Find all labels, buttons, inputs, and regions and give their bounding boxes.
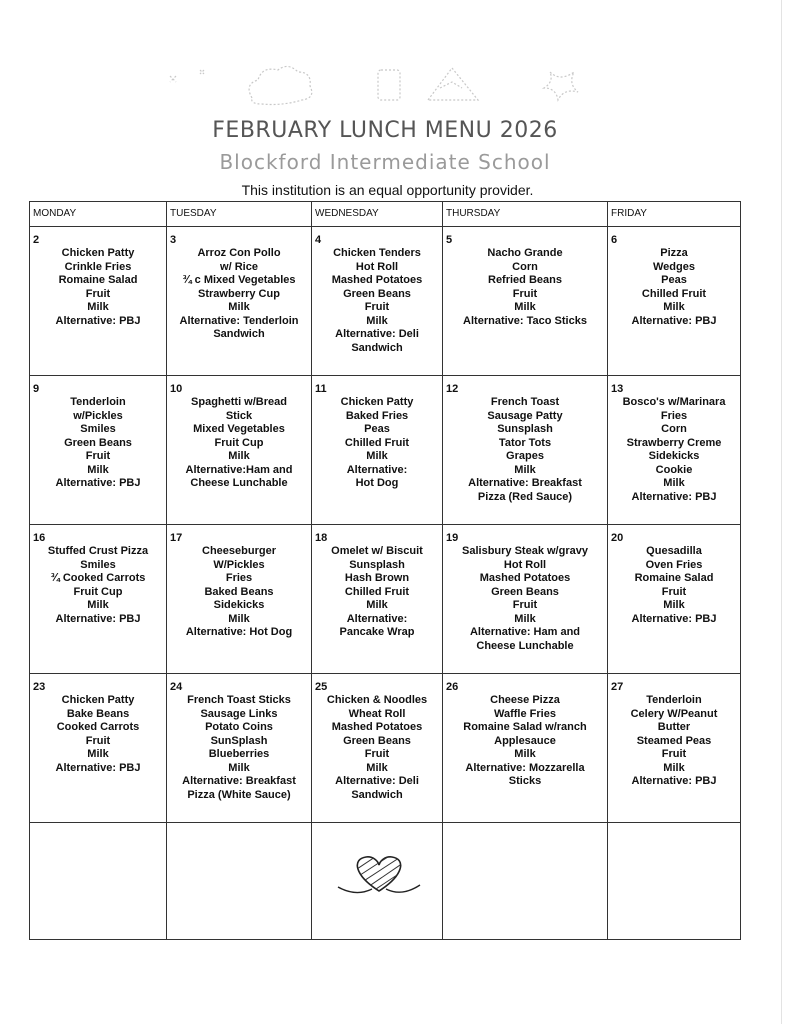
empty-cell <box>30 823 167 940</box>
day-number: 20 <box>611 532 624 544</box>
menu-item: Milk <box>663 761 685 774</box>
menu-item: Alternative: PBJ <box>631 612 717 625</box>
day-cell <box>312 525 443 674</box>
menu-item: ¾ c Mixed Vegetables <box>182 274 296 286</box>
menu-item: W/Pickles <box>213 558 265 571</box>
menu-item: Alternative: Mozzarella <box>465 761 585 774</box>
menu-item: Butter <box>657 721 691 733</box>
menu-item: Pancake Wrap <box>339 626 415 638</box>
menu-item: Alternative: PBJ <box>55 761 141 774</box>
menu-items <box>611 694 737 789</box>
menu-item: Alternative: PBJ <box>55 314 141 327</box>
menu-item: Alternative: <box>346 463 408 476</box>
menu-item: Tator Tots <box>498 436 552 449</box>
day-number: 23 <box>33 681 46 693</box>
menu-item: SunSplash <box>210 734 268 747</box>
menu-item: Steamed Peas <box>636 734 712 747</box>
menu-items <box>170 545 308 640</box>
day-number: 25 <box>315 681 328 693</box>
menu-items <box>611 247 737 328</box>
menu-items <box>170 247 308 342</box>
day-cell <box>443 376 608 525</box>
menu-item: Fries <box>660 409 688 422</box>
menu-item: Fruit <box>512 287 538 300</box>
menu-item: Grapes <box>506 450 544 462</box>
menu-item: Milk <box>87 301 109 313</box>
menu-item: Romaine Salad w/ranch <box>463 721 587 733</box>
menu-item: Pizza (White Sauce) <box>187 788 291 801</box>
day-cell <box>443 227 608 376</box>
menu-item: Romaine Salad <box>634 572 714 584</box>
menu-item: Fruit Cup <box>214 436 264 449</box>
menu-item: Milk <box>366 761 388 774</box>
menu-body <box>30 227 741 940</box>
menu-item: Alternative: PBJ <box>631 775 717 787</box>
menu-item: Waffle Fries <box>494 707 556 720</box>
menu-item: Sidekicks <box>213 599 265 611</box>
equal-opportunity-statement: This institution is an equal opportunity provider. <box>241 182 534 198</box>
menu-item: Chicken Patty <box>61 694 135 706</box>
menu-item: Fruit <box>364 301 390 313</box>
day-cell <box>608 376 741 525</box>
day-cell <box>30 376 167 525</box>
day-cell <box>167 674 312 823</box>
menu-item: Bake Beans <box>66 707 130 720</box>
menu-items <box>611 545 737 626</box>
menu-item: Cookie <box>655 463 693 476</box>
menu-item: Mashed Potatoes <box>479 572 571 584</box>
menu-items <box>33 247 163 328</box>
day-number: 13 <box>611 383 624 395</box>
menu-items <box>446 396 604 504</box>
menu-item: Milk <box>366 450 388 462</box>
weekday-header: WEDNESDAY <box>312 202 443 227</box>
menu-item: Peas <box>661 274 687 286</box>
day-cell <box>167 227 312 376</box>
menu-item: Tenderloin <box>646 694 702 706</box>
empty-cell <box>167 823 312 940</box>
menu-item: Strawberry Cup <box>198 287 280 300</box>
day-number: 17 <box>170 532 183 544</box>
menu-item: Alternative: PBJ <box>631 490 717 503</box>
menu-header <box>0 0 790 200</box>
menu-items <box>33 396 163 491</box>
menu-item: Alternative: PBJ <box>55 612 141 625</box>
menu-items <box>446 694 604 789</box>
menu-item: Alternative: Taco Sticks <box>463 314 587 327</box>
day-number: 6 <box>611 234 618 246</box>
weekday-header: FRIDAY <box>608 202 741 227</box>
weekday-header: MONDAY <box>30 202 167 227</box>
menu-item: French Toast Sticks <box>187 694 291 706</box>
menu-item: Sunsplash <box>497 423 553 435</box>
day-cell <box>443 674 608 823</box>
week-row <box>30 227 741 376</box>
week-row <box>30 525 741 674</box>
menu-item: Chicken & Noodles <box>326 694 428 706</box>
menu-item: Hash Brown <box>344 572 410 584</box>
menu-item: Milk <box>228 450 250 462</box>
menu-item: Chicken Patty <box>340 396 414 408</box>
menu-item: Peas <box>364 423 390 435</box>
menu-item: Milk <box>87 463 109 476</box>
menu-item: Wedges <box>653 260 695 273</box>
menu-item: Corn <box>661 423 687 435</box>
menu-item: Fruit <box>661 748 687 760</box>
day-cell <box>608 227 741 376</box>
menu-item: Mashed Potatoes <box>331 274 423 286</box>
menu-item: Chilled Fruit <box>344 436 410 449</box>
day-number: 10 <box>170 383 183 395</box>
day-number: 12 <box>446 383 459 395</box>
menu-item: w/ Rice <box>220 260 258 273</box>
lunch-menu-table <box>29 201 741 940</box>
menu-item: Strawberry Creme <box>626 436 722 449</box>
menu-item: Milk <box>228 301 250 313</box>
menu-item: Fruit <box>364 748 390 760</box>
menu-item: Potato Coins <box>205 721 273 733</box>
menu-item: Quesadilla <box>646 545 702 557</box>
menu-item: Smiles <box>80 558 116 571</box>
day-cell <box>167 376 312 525</box>
menu-item: Milk <box>366 599 388 611</box>
menu-item: Hot Dog <box>355 477 399 489</box>
menu-item: Sandwich <box>351 341 403 354</box>
menu-item: Baked Beans <box>204 585 274 598</box>
day-number: 3 <box>170 234 177 246</box>
menu-item: Hot Roll <box>355 260 399 273</box>
day-number: 16 <box>33 532 46 544</box>
menu-items <box>33 545 163 626</box>
day-number: 11 <box>315 383 327 395</box>
menu-item: Mashed Potatoes <box>331 721 423 733</box>
menu-item: Wheat Roll <box>348 707 406 720</box>
menu-item: French Toast <box>490 396 560 408</box>
menu-item: Refried Beans <box>488 274 562 286</box>
menu-item: Sidekicks <box>648 450 700 462</box>
day-cell <box>312 674 443 823</box>
weekday-header-row <box>30 202 741 227</box>
menu-item: Green Beans <box>343 734 411 747</box>
menu-item: Green Beans <box>343 287 411 300</box>
day-cell <box>30 227 167 376</box>
menu-item: Sausage Links <box>200 707 278 720</box>
menu-item: Stick <box>225 409 253 422</box>
menu-item: Fruit <box>661 585 687 598</box>
school-name: Blockford Intermediate School <box>219 150 551 174</box>
menu-item: Tenderloin <box>70 396 126 408</box>
menu-item: Green Beans <box>64 436 132 449</box>
menu-item: Cheeseburger <box>202 545 276 557</box>
menu-item: Milk <box>663 301 685 313</box>
menu-item: Chicken Patty <box>61 247 135 259</box>
menu-items <box>611 396 737 504</box>
menu-item: Milk <box>87 599 109 611</box>
menu-item: Chilled Fruit <box>641 287 707 300</box>
menu-item: Milk <box>514 612 536 625</box>
menu-item: Milk <box>514 463 536 476</box>
day-number: 24 <box>170 681 183 693</box>
menu-item: Omelet w/ Biscuit <box>331 545 423 557</box>
menu-item: Spaghetti w/Bread <box>191 396 287 408</box>
menu-item: Fruit <box>85 734 111 747</box>
menu-item: Alternative: Deli <box>335 328 419 340</box>
menu-items <box>315 694 439 802</box>
menu-item: Milk <box>514 748 536 760</box>
menu-item: Alternative: PBJ <box>631 314 717 327</box>
week-row <box>30 674 741 823</box>
menu-item: Alternative: PBJ <box>55 477 141 489</box>
menu-item: Romaine Salad <box>58 274 138 286</box>
day-number: 5 <box>446 234 453 246</box>
menu-item: Milk <box>663 477 685 489</box>
menu-items <box>446 545 604 653</box>
menu-item: Alternative: Breakfast <box>182 775 296 787</box>
menu-item: Fruit <box>512 599 538 611</box>
menu-item: Fruit <box>85 450 111 462</box>
menu-item: Chicken Tenders <box>333 247 421 259</box>
menu-item: w/Pickles <box>73 409 123 422</box>
menu-item: Cheese Lunchable <box>476 639 574 652</box>
day-number: 18 <box>315 532 328 544</box>
menu-items <box>315 247 439 355</box>
menu-items <box>446 247 604 328</box>
day-cell <box>443 525 608 674</box>
menu-items <box>170 694 308 802</box>
empty-cell <box>312 823 443 940</box>
menu-item: Smiles <box>80 423 116 435</box>
menu-item: ¾ Cooked Carrots <box>50 572 146 584</box>
menu-item: Alternative: Ham and <box>469 626 581 638</box>
menu-item: Alternative: Tenderloin <box>179 314 299 327</box>
day-cell <box>30 674 167 823</box>
menu-title: FEBRUARY LUNCH MENU 2026 <box>212 118 558 143</box>
menu-item: Bosco's w/Marinara <box>622 396 726 408</box>
empty-cell <box>608 823 741 940</box>
day-number: 4 <box>315 234 322 246</box>
menu-item: Alternative: <box>346 612 408 625</box>
day-number: 19 <box>446 532 459 544</box>
heart-icon <box>334 851 424 899</box>
menu-item: Fries <box>225 572 253 584</box>
menu-item: Celery W/Peanut <box>630 707 718 720</box>
menu-item: Alternative:Ham and <box>185 463 293 476</box>
weekday-header: THURSDAY <box>443 202 608 227</box>
menu-item: Milk <box>228 612 250 625</box>
menu-item: Milk <box>663 599 685 611</box>
day-number: 27 <box>611 681 624 693</box>
day-cell <box>608 525 741 674</box>
menu-items <box>315 545 439 640</box>
menu-item: Pizza <box>660 247 688 259</box>
header-doodles <box>150 58 620 118</box>
menu-item: Hot Roll <box>503 558 547 571</box>
day-cell <box>312 376 443 525</box>
menu-item: Cheese Lunchable <box>190 477 288 489</box>
menu-item: Salisbury Steak w/gravy <box>462 545 588 557</box>
day-number: 2 <box>33 234 40 246</box>
empty-week-row <box>30 823 741 940</box>
menu-item: Crinkle Fries <box>64 260 132 273</box>
day-cell <box>312 227 443 376</box>
menu-item: Arroz Con Pollo <box>197 247 281 259</box>
day-number: 26 <box>446 681 459 693</box>
menu-item: Corn <box>512 260 538 273</box>
menu-item: Alternative: Breakfast <box>468 477 582 489</box>
menu-item: Milk <box>228 761 250 774</box>
menu-item: Cooked Carrots <box>56 721 140 733</box>
menu-item: Sticks <box>508 775 542 787</box>
menu-item: Oven Fries <box>645 558 703 571</box>
menu-item: Sausage Patty <box>487 409 563 422</box>
menu-items <box>315 396 439 491</box>
menu-item: Sunsplash <box>349 558 405 571</box>
menu-item: Fruit Cup <box>73 585 123 598</box>
menu-item: Chilled Fruit <box>344 585 410 598</box>
menu-item: Mixed Vegetables <box>193 423 285 435</box>
menu-item: Blueberries <box>208 748 270 760</box>
menu-item: Milk <box>514 301 536 313</box>
menu-item: Milk <box>366 314 388 327</box>
day-cell <box>608 674 741 823</box>
menu-item: Cheese Pizza <box>490 694 560 706</box>
menu-item: Applesauce <box>494 734 556 747</box>
menu-item: Alternative: Hot Dog <box>185 626 293 638</box>
menu-item: Nacho Grande <box>487 247 563 259</box>
menu-item: Sandwich <box>213 328 265 340</box>
menu-items <box>33 694 163 775</box>
menu-items <box>170 396 308 491</box>
week-row <box>30 376 741 525</box>
menu-item: Fruit <box>85 287 111 300</box>
menu-item: Green Beans <box>491 585 559 598</box>
menu-item: Sandwich <box>351 788 403 801</box>
menu-item: Pizza (Red Sauce) <box>477 490 573 503</box>
menu-item: Stuffed Crust Pizza <box>47 545 149 557</box>
menu-item: Milk <box>87 748 109 760</box>
day-cell <box>30 525 167 674</box>
menu-item: Baked Fries <box>345 409 409 422</box>
day-number: 9 <box>33 383 40 395</box>
menu-item: Alternative: Deli <box>335 775 419 787</box>
day-cell <box>167 525 312 674</box>
weekday-header: TUESDAY <box>167 202 312 227</box>
empty-cell <box>443 823 608 940</box>
